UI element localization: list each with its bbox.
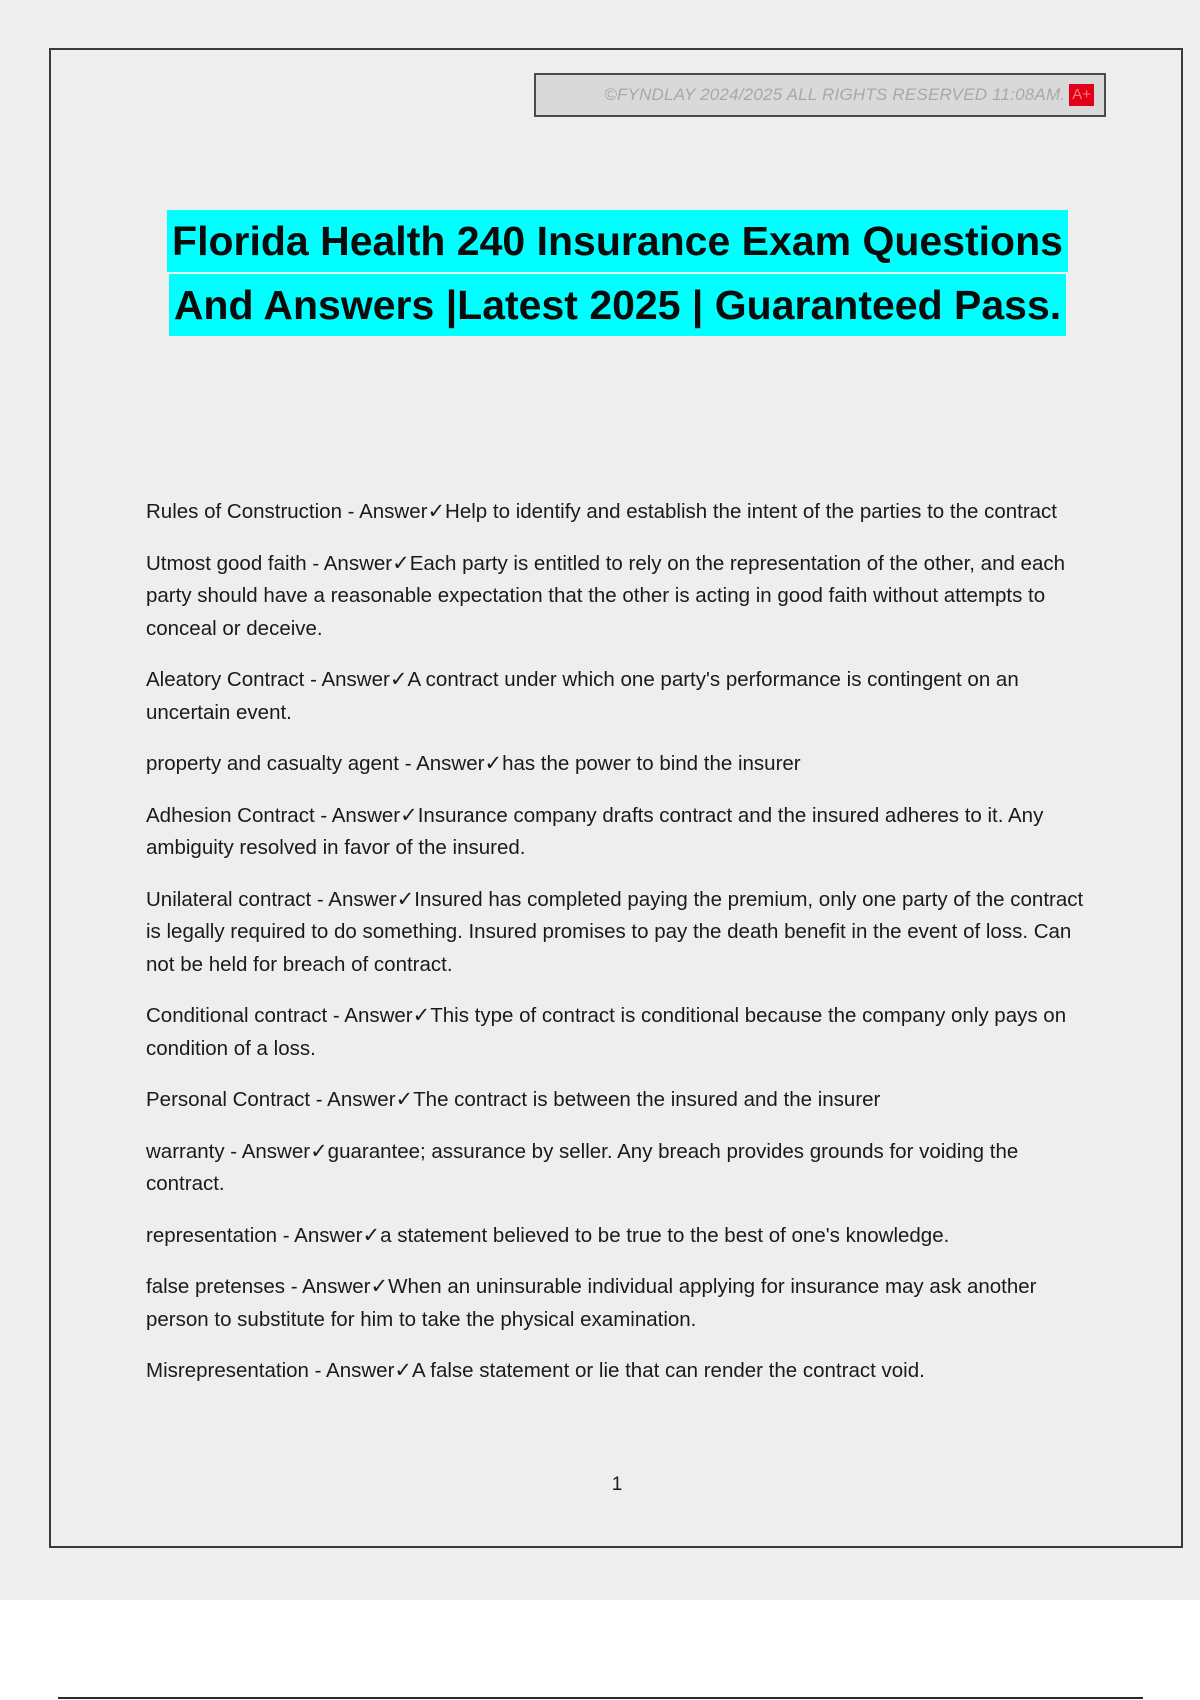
copyright-text: ©FYNDLAY 2024/2025 ALL RIGHTS RESERVED 11:08AM. — [604, 85, 1066, 104]
qa-answer: guarantee; assurance by seller. Any breach provides grounds for voiding the contract. — [146, 1139, 1019, 1195]
qa-answer: This type of contract is conditional because the company only pays on condition of a loss. — [146, 1004, 1067, 1060]
qa-term: Misrepresentation — [146, 1359, 309, 1382]
qa-answer: Insured has completed paying the premium, only one party of the contract is legally required to do something. Insured promises to pay the death benefit in the event of loss. Can not be held for breach of contract. — [146, 887, 1084, 976]
checkmark-icon: ✓ — [310, 1138, 328, 1163]
qa-separator: - Answer — [277, 1223, 363, 1247]
qa-answer: Insurance company drafts contract and the insured adheres to it. Any ambiguity resolved in favor of the insured. — [146, 803, 1044, 859]
qa-separator: - Answer — [308, 1359, 395, 1382]
qa-answer: Help to identify and establish the intent of the parties to the contract — [445, 500, 1058, 523]
qa-answer: A false statement or lie that can render the contract void. — [412, 1359, 925, 1382]
qa-term: property and casualty agent — [146, 752, 399, 775]
checkmark-icon: ✓ — [400, 802, 418, 827]
qa-term: representation — [146, 1223, 278, 1247]
qa-item — [146, 1270, 1096, 1336]
document-title — [60, 210, 1175, 338]
qa-term: Personal Contract — [146, 1088, 311, 1111]
qa-answer: When an uninsurable individual applying for insurance may ask another person to substitute for him to take the physical examination. — [146, 1275, 1037, 1331]
qa-term: Adhesion Contract — [146, 803, 315, 827]
qa-item — [146, 883, 1096, 982]
qa-term: warranty — [146, 1139, 225, 1163]
qa-list — [146, 495, 1096, 1406]
qa-term: Unilateral contract — [146, 887, 312, 911]
qa-answer: a statement believed to be true to the best of one's knowledge. — [380, 1223, 950, 1247]
next-page-top-rule — [58, 1697, 1143, 1699]
qa-item — [146, 1135, 1096, 1201]
checkmark-icon: ✓ — [389, 667, 408, 691]
checkmark-icon: ✓ — [362, 1222, 381, 1247]
qa-term: Aleatory Contract — [146, 668, 305, 691]
checkmark-icon: ✓ — [394, 1358, 413, 1382]
qa-term: Utmost good faith — [146, 551, 307, 575]
qa-item — [146, 999, 1096, 1065]
grade-badge: A+ — [1069, 84, 1094, 106]
qa-answer: The contract is between the insured and the insurer — [413, 1088, 881, 1111]
qa-separator: - Answer — [224, 1139, 311, 1163]
checkmark-icon: ✓ — [395, 1087, 414, 1111]
checkmark-icon: ✓ — [370, 1274, 389, 1298]
qa-item — [146, 747, 1096, 781]
checkmark-icon: ✓ — [392, 550, 410, 575]
qa-item — [146, 1219, 1096, 1253]
qa-term: Rules of Construction — [146, 500, 342, 523]
checkmark-icon: ✓ — [396, 886, 415, 911]
page-number: 1 — [611, 1474, 623, 1495]
qa-separator: - Answer — [306, 551, 393, 575]
qa-item — [146, 1354, 1096, 1388]
qa-answer: A contract under which one party's performance is contingent on an uncertain event. — [146, 668, 1019, 724]
qa-separator: - Answer — [304, 668, 390, 691]
qa-item — [146, 495, 1096, 529]
qa-separator: - Answer — [311, 887, 397, 911]
copyright-banner — [534, 73, 1106, 117]
qa-answer: has the power to bind the insurer — [502, 752, 801, 775]
checkmark-icon: ✓ — [412, 1003, 431, 1027]
title-line-2: And Answers |Latest 2025 | Guaranteed Pass. — [169, 274, 1066, 336]
qa-term: Conditional contract — [146, 1004, 328, 1027]
qa-item — [146, 1083, 1096, 1117]
qa-separator: - Answer — [285, 1275, 371, 1298]
qa-separator: - Answer — [399, 752, 485, 775]
checkmark-icon: ✓ — [484, 751, 503, 775]
qa-answer: Each party is entitled to rely on the representation of the other, and each party should have a reasonable expectation that the other is acting in good faith without attempts to conceal or deceive. — [146, 551, 1066, 640]
qa-separator: - Answer — [341, 500, 428, 523]
qa-item — [146, 799, 1096, 865]
qa-separator: - Answer — [310, 1088, 396, 1111]
title-line-1: Florida Health 240 Insurance Exam Questions — [167, 210, 1068, 272]
qa-item — [146, 547, 1096, 646]
qa-separator: - Answer — [327, 1004, 413, 1027]
checkmark-icon: ✓ — [427, 499, 446, 523]
qa-item — [146, 663, 1096, 729]
qa-term: false pretenses — [146, 1275, 286, 1298]
qa-separator: - Answer — [314, 803, 401, 827]
